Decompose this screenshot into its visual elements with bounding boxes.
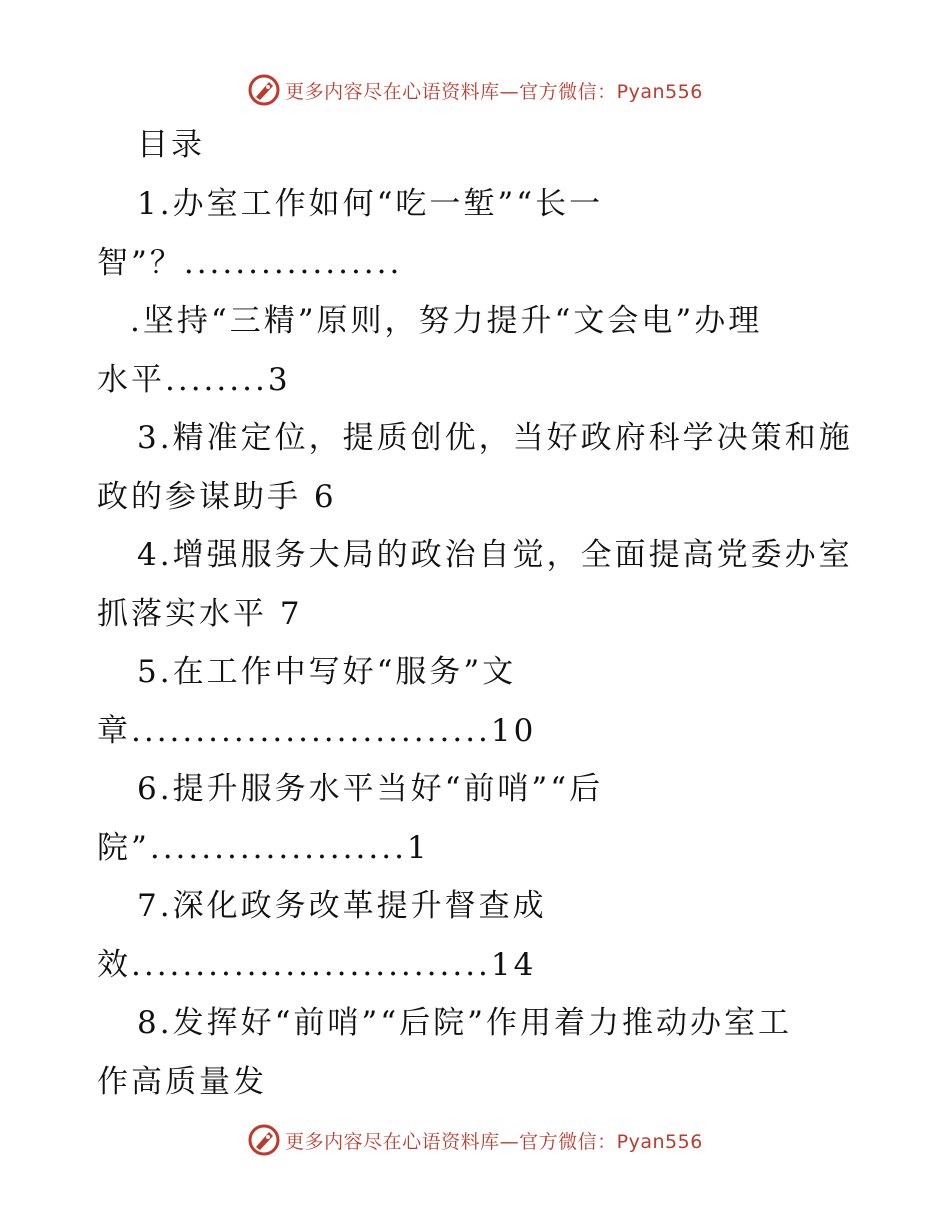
toc-line: 院”....................1 <box>97 830 430 866</box>
banner-text: 更多内容尽在心语资料库—官方微信：Pyan556 <box>285 1130 703 1153</box>
toc-line: 1.办室工作如何“吃一堑”“长一 <box>137 186 604 222</box>
toc-line: 智”？................. <box>97 245 403 281</box>
toc-line: 作高质量发 <box>97 1064 267 1100</box>
toc-line: 水平........3 <box>97 362 291 398</box>
pen-nib-circle-icon <box>247 73 281 107</box>
toc-line: .坚持“三精”原则，努力提升“文会电”办理 <box>130 303 763 339</box>
toc-line: 4.增强服务大局的政治自觉，全面提高党委办室 <box>137 537 853 573</box>
toc-line: 章............................10 <box>97 713 537 749</box>
banner-text: 更多内容尽在心语资料库—官方微信：Pyan556 <box>285 80 703 103</box>
toc-line: 7.深化政务改革提升督查成 <box>137 888 547 924</box>
toc-line: 政的参谋助手 6 <box>97 479 337 515</box>
toc-line: 6.提升服务水平当好“前哨”“后 <box>137 771 604 807</box>
toc-heading: 目录 <box>137 127 205 163</box>
header-banner <box>0 68 950 112</box>
toc-line: 8.发挥好“前哨”“后院”作用着力推动办室工 <box>137 1005 792 1041</box>
pen-nib-circle-icon <box>247 1123 281 1157</box>
footer-banner <box>0 1118 950 1162</box>
toc-line: 3.精准定位，提质创优，当好政府科学决策和施 <box>137 420 853 456</box>
toc-line: 效............................14 <box>97 947 537 983</box>
toc-line: 抓落实水平 7 <box>97 596 303 632</box>
toc-line: 5.在工作中写好“服务”文 <box>137 654 517 690</box>
